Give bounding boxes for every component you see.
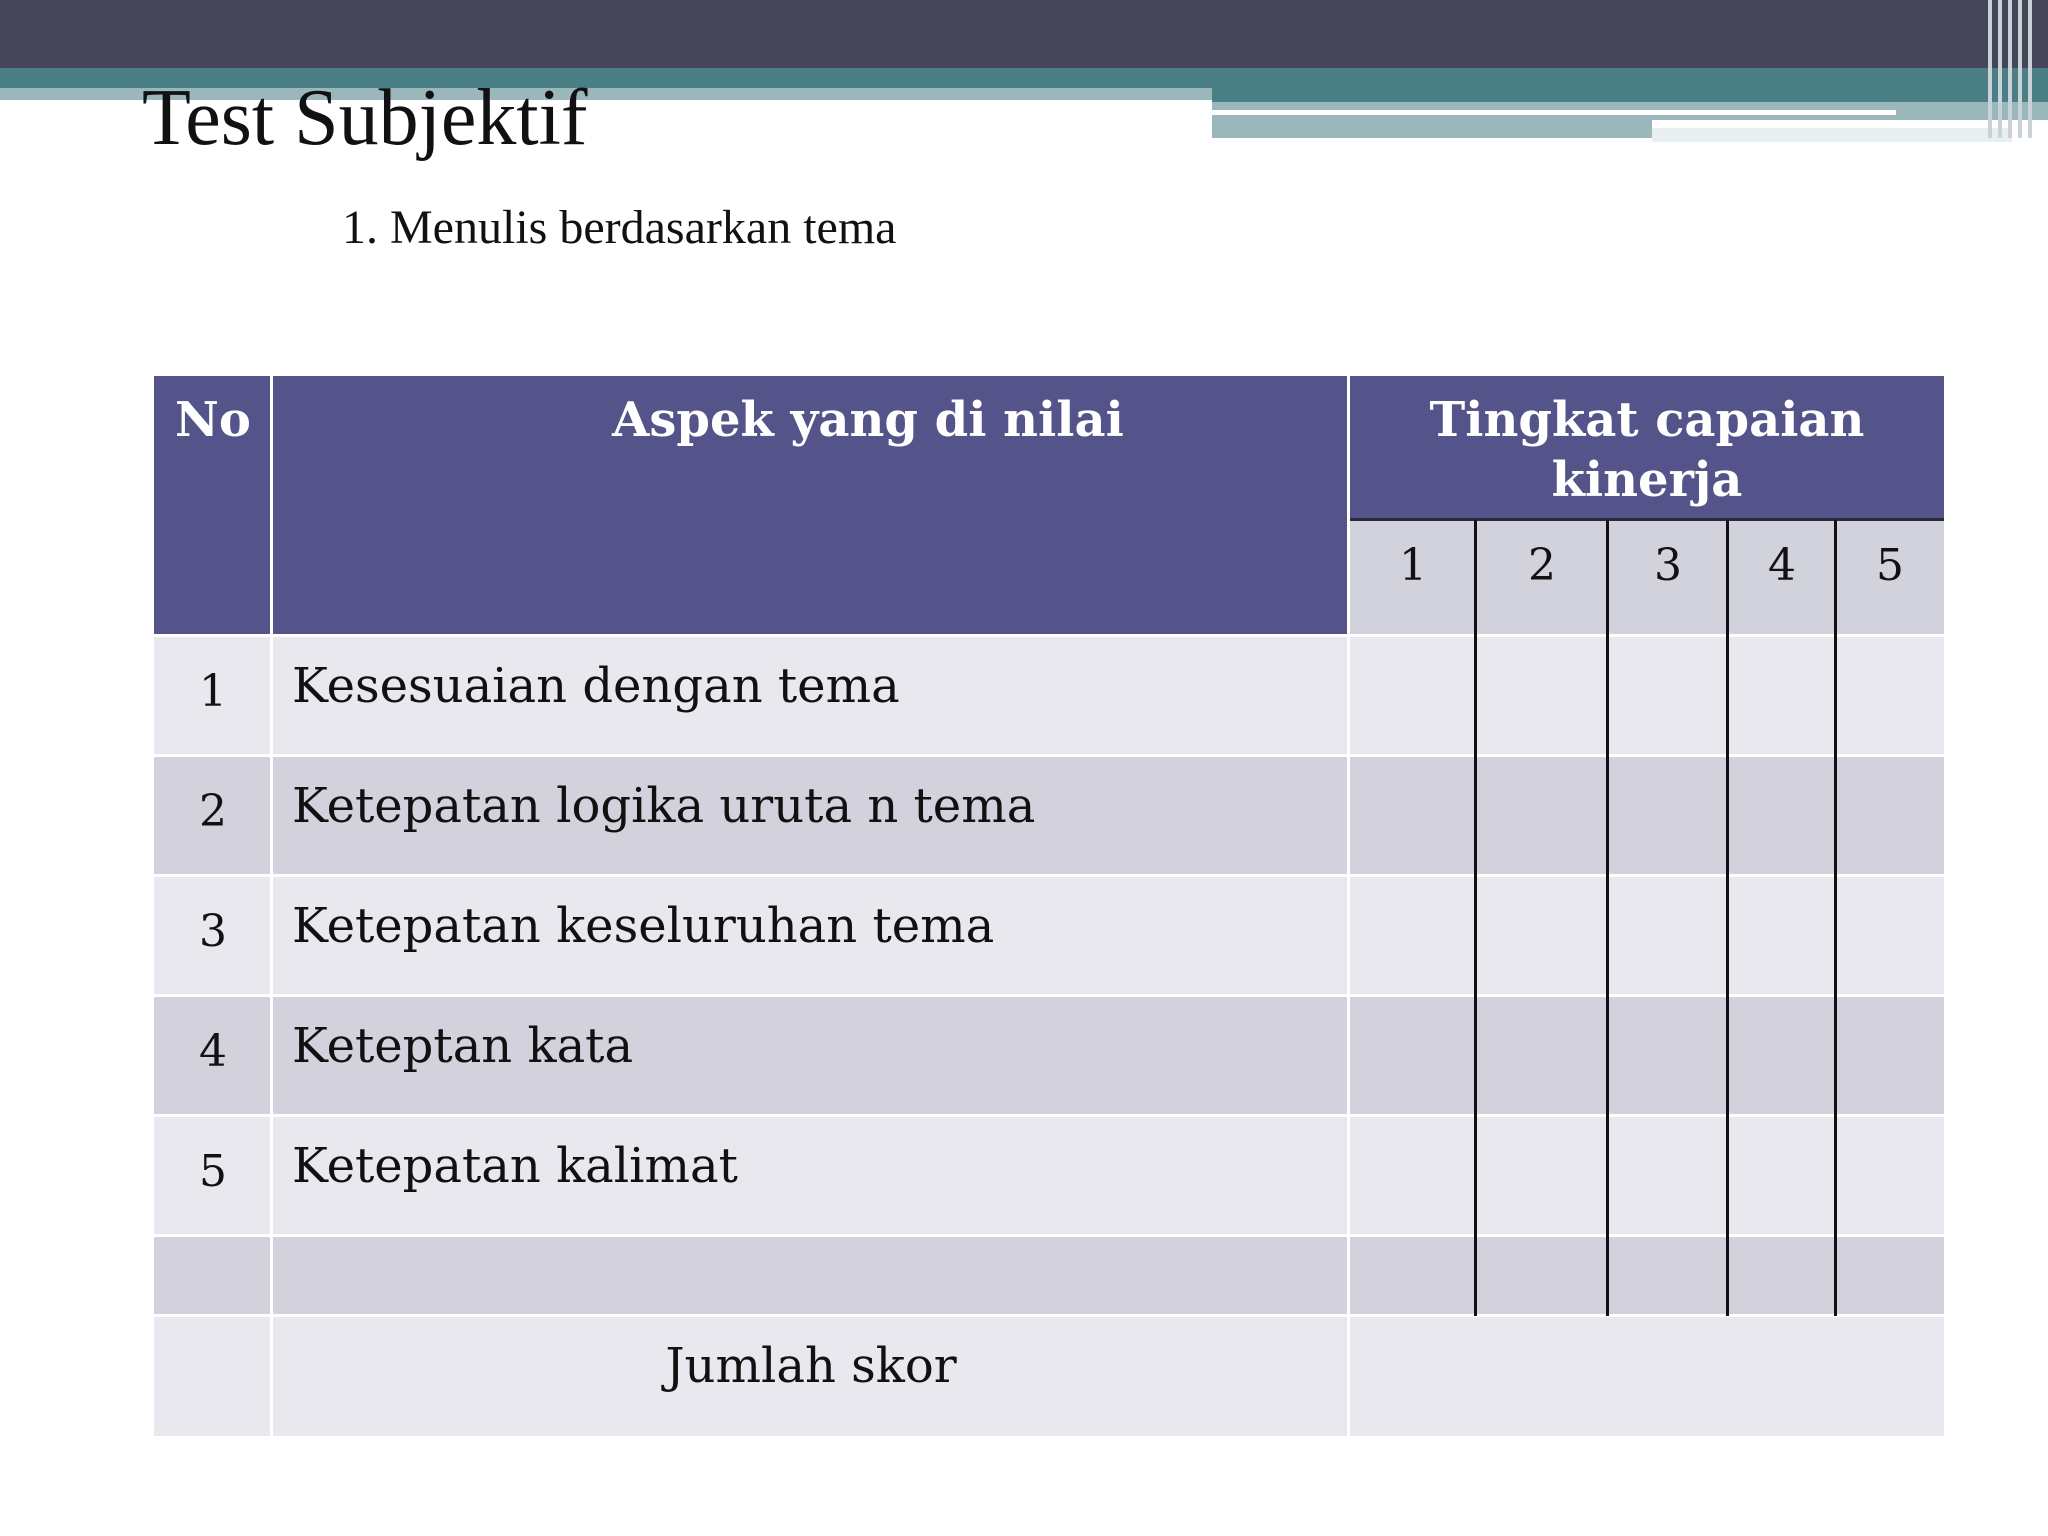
header-bar-pale (1652, 128, 2012, 142)
header-level-line1: Tingkat capaian (1429, 392, 1865, 448)
row-4-score-cells[interactable] (1350, 996, 1944, 1116)
grid-line (154, 634, 1944, 637)
grid-line (154, 754, 1944, 757)
row-5-no: 5 (154, 1116, 272, 1236)
scale-column-line (1474, 520, 1477, 1316)
scale-header-2: 2 (1476, 520, 1608, 636)
assessment-table (154, 376, 1944, 1436)
header-stripe (1988, 0, 1992, 138)
grid-line (154, 994, 1944, 997)
slide-title: Test Subjektif (142, 74, 588, 162)
row-4-no: 4 (154, 996, 272, 1116)
grid-line (154, 1114, 1944, 1117)
total-score-cell[interactable] (1350, 1316, 1944, 1436)
row-1-score-cells[interactable] (1350, 636, 1944, 756)
grid-line (270, 376, 273, 1436)
header-bar-white-line (1212, 110, 1896, 115)
header-stripe (1998, 0, 2002, 138)
header-no: No (154, 376, 272, 634)
empty-row-no (154, 1236, 272, 1316)
row-2-no: 2 (154, 756, 272, 876)
grid-line (154, 1234, 1944, 1237)
scale-header-4: 4 (1728, 520, 1836, 636)
slide-subtitle: 1. Menulis berdasarkan tema (342, 201, 897, 254)
row-2-score-cells[interactable] (1350, 756, 1944, 876)
row-3-score-cells[interactable] (1350, 876, 1944, 996)
empty-row-aspect (272, 1236, 1350, 1316)
row-2-aspect: Ketepatan logika uruta n tema (272, 756, 1350, 876)
row-3-aspect: Ketepatan keseluruhan tema (272, 876, 1350, 996)
grid-line (154, 1314, 1944, 1317)
row-3-no: 3 (154, 876, 272, 996)
empty-row-score-cells[interactable] (1350, 1236, 1944, 1316)
total-label: Jumlah skor (272, 1316, 1350, 1436)
row-5-score-cells[interactable] (1350, 1116, 1944, 1236)
scale-header-3: 3 (1608, 520, 1728, 636)
row-1-no: 1 (154, 636, 272, 756)
row-4-aspect: Keteptan kata (272, 996, 1350, 1116)
level-header-rule (1350, 518, 1944, 521)
header-aspect: Aspek yang di nilai (272, 376, 1464, 634)
header-bar-light-right-2 (1212, 120, 1652, 138)
scale-column-line (1726, 520, 1729, 1316)
scale-column-line (1834, 520, 1837, 1316)
row-5-aspect: Ketepatan kalimat (272, 1116, 1350, 1236)
header-bar-dark (0, 0, 2048, 68)
header-stripe (2008, 0, 2012, 138)
grid-line (1347, 376, 1350, 1436)
scale-header-1: 1 (1350, 520, 1476, 636)
scale-header-5: 5 (1836, 520, 1944, 636)
header-stripe (2018, 0, 2022, 138)
row-1-aspect: Kesesuaian dengan tema (272, 636, 1350, 756)
total-row-no (154, 1316, 272, 1436)
header-stripe (2028, 0, 2032, 138)
scale-column-line (1606, 520, 1609, 1316)
header-level-line2: kinerja (1551, 452, 1743, 508)
header-level (1350, 376, 1944, 520)
header-bar-teal-right (1212, 88, 2048, 102)
grid-line (154, 874, 1944, 877)
